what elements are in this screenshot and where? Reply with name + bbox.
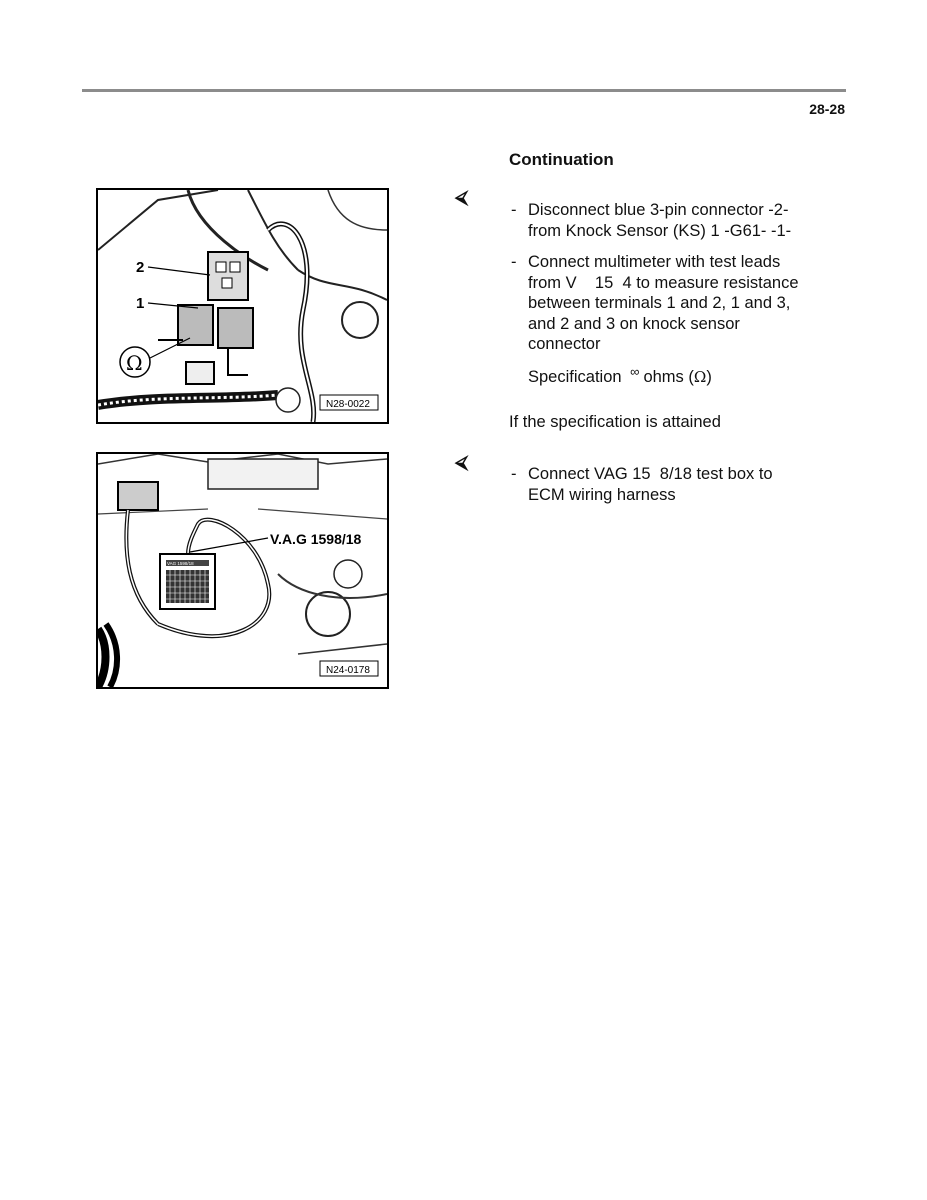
figure-ref-2: N24-0178	[326, 665, 370, 676]
condition-text: If the specification is attained	[509, 413, 721, 431]
tool-label: V.A.G 1598/18	[270, 531, 362, 547]
step-bullet: -	[511, 253, 517, 271]
callout-2: 2	[136, 259, 145, 276]
test-box-label: VAG 1598/18	[167, 561, 194, 566]
figure-test-box	[96, 452, 389, 689]
figure-knock-sensor	[96, 188, 389, 424]
callout-1: 1	[136, 295, 145, 312]
step-bullet: -	[511, 201, 517, 219]
figure-ref-1: N28-0022	[326, 399, 370, 410]
arrow-left-icon: ⮘	[455, 187, 468, 207]
page-number: 28-28	[809, 101, 845, 117]
arrow-left-icon: ⮘	[455, 452, 468, 472]
spec-close: )	[706, 368, 712, 386]
ohm-symbol: Ω	[693, 368, 707, 386]
spec-unit: ohms (	[643, 368, 694, 386]
infinity-symbol: ∞	[630, 364, 640, 379]
step-text: Connect VAG 15 8/18 test box to ECM wiring harness	[528, 465, 773, 504]
step-bullet: -	[511, 465, 517, 483]
spec-label: Specification	[528, 368, 622, 386]
step-text: Connect multimeter with test leads from V 15 4 to measure resistance between terminals 1 and 2, 1 and 3, and 2 and 3 on knock sensor connector	[528, 253, 799, 353]
section-heading: Continuation	[509, 150, 614, 169]
top-rule	[82, 89, 846, 92]
specification-line	[528, 364, 712, 387]
ohm-icon: Ω	[126, 351, 143, 375]
step-text: Disconnect blue 3-pin connector -2- from Knock Sensor (KS) 1 -G61- -1-	[528, 201, 792, 240]
